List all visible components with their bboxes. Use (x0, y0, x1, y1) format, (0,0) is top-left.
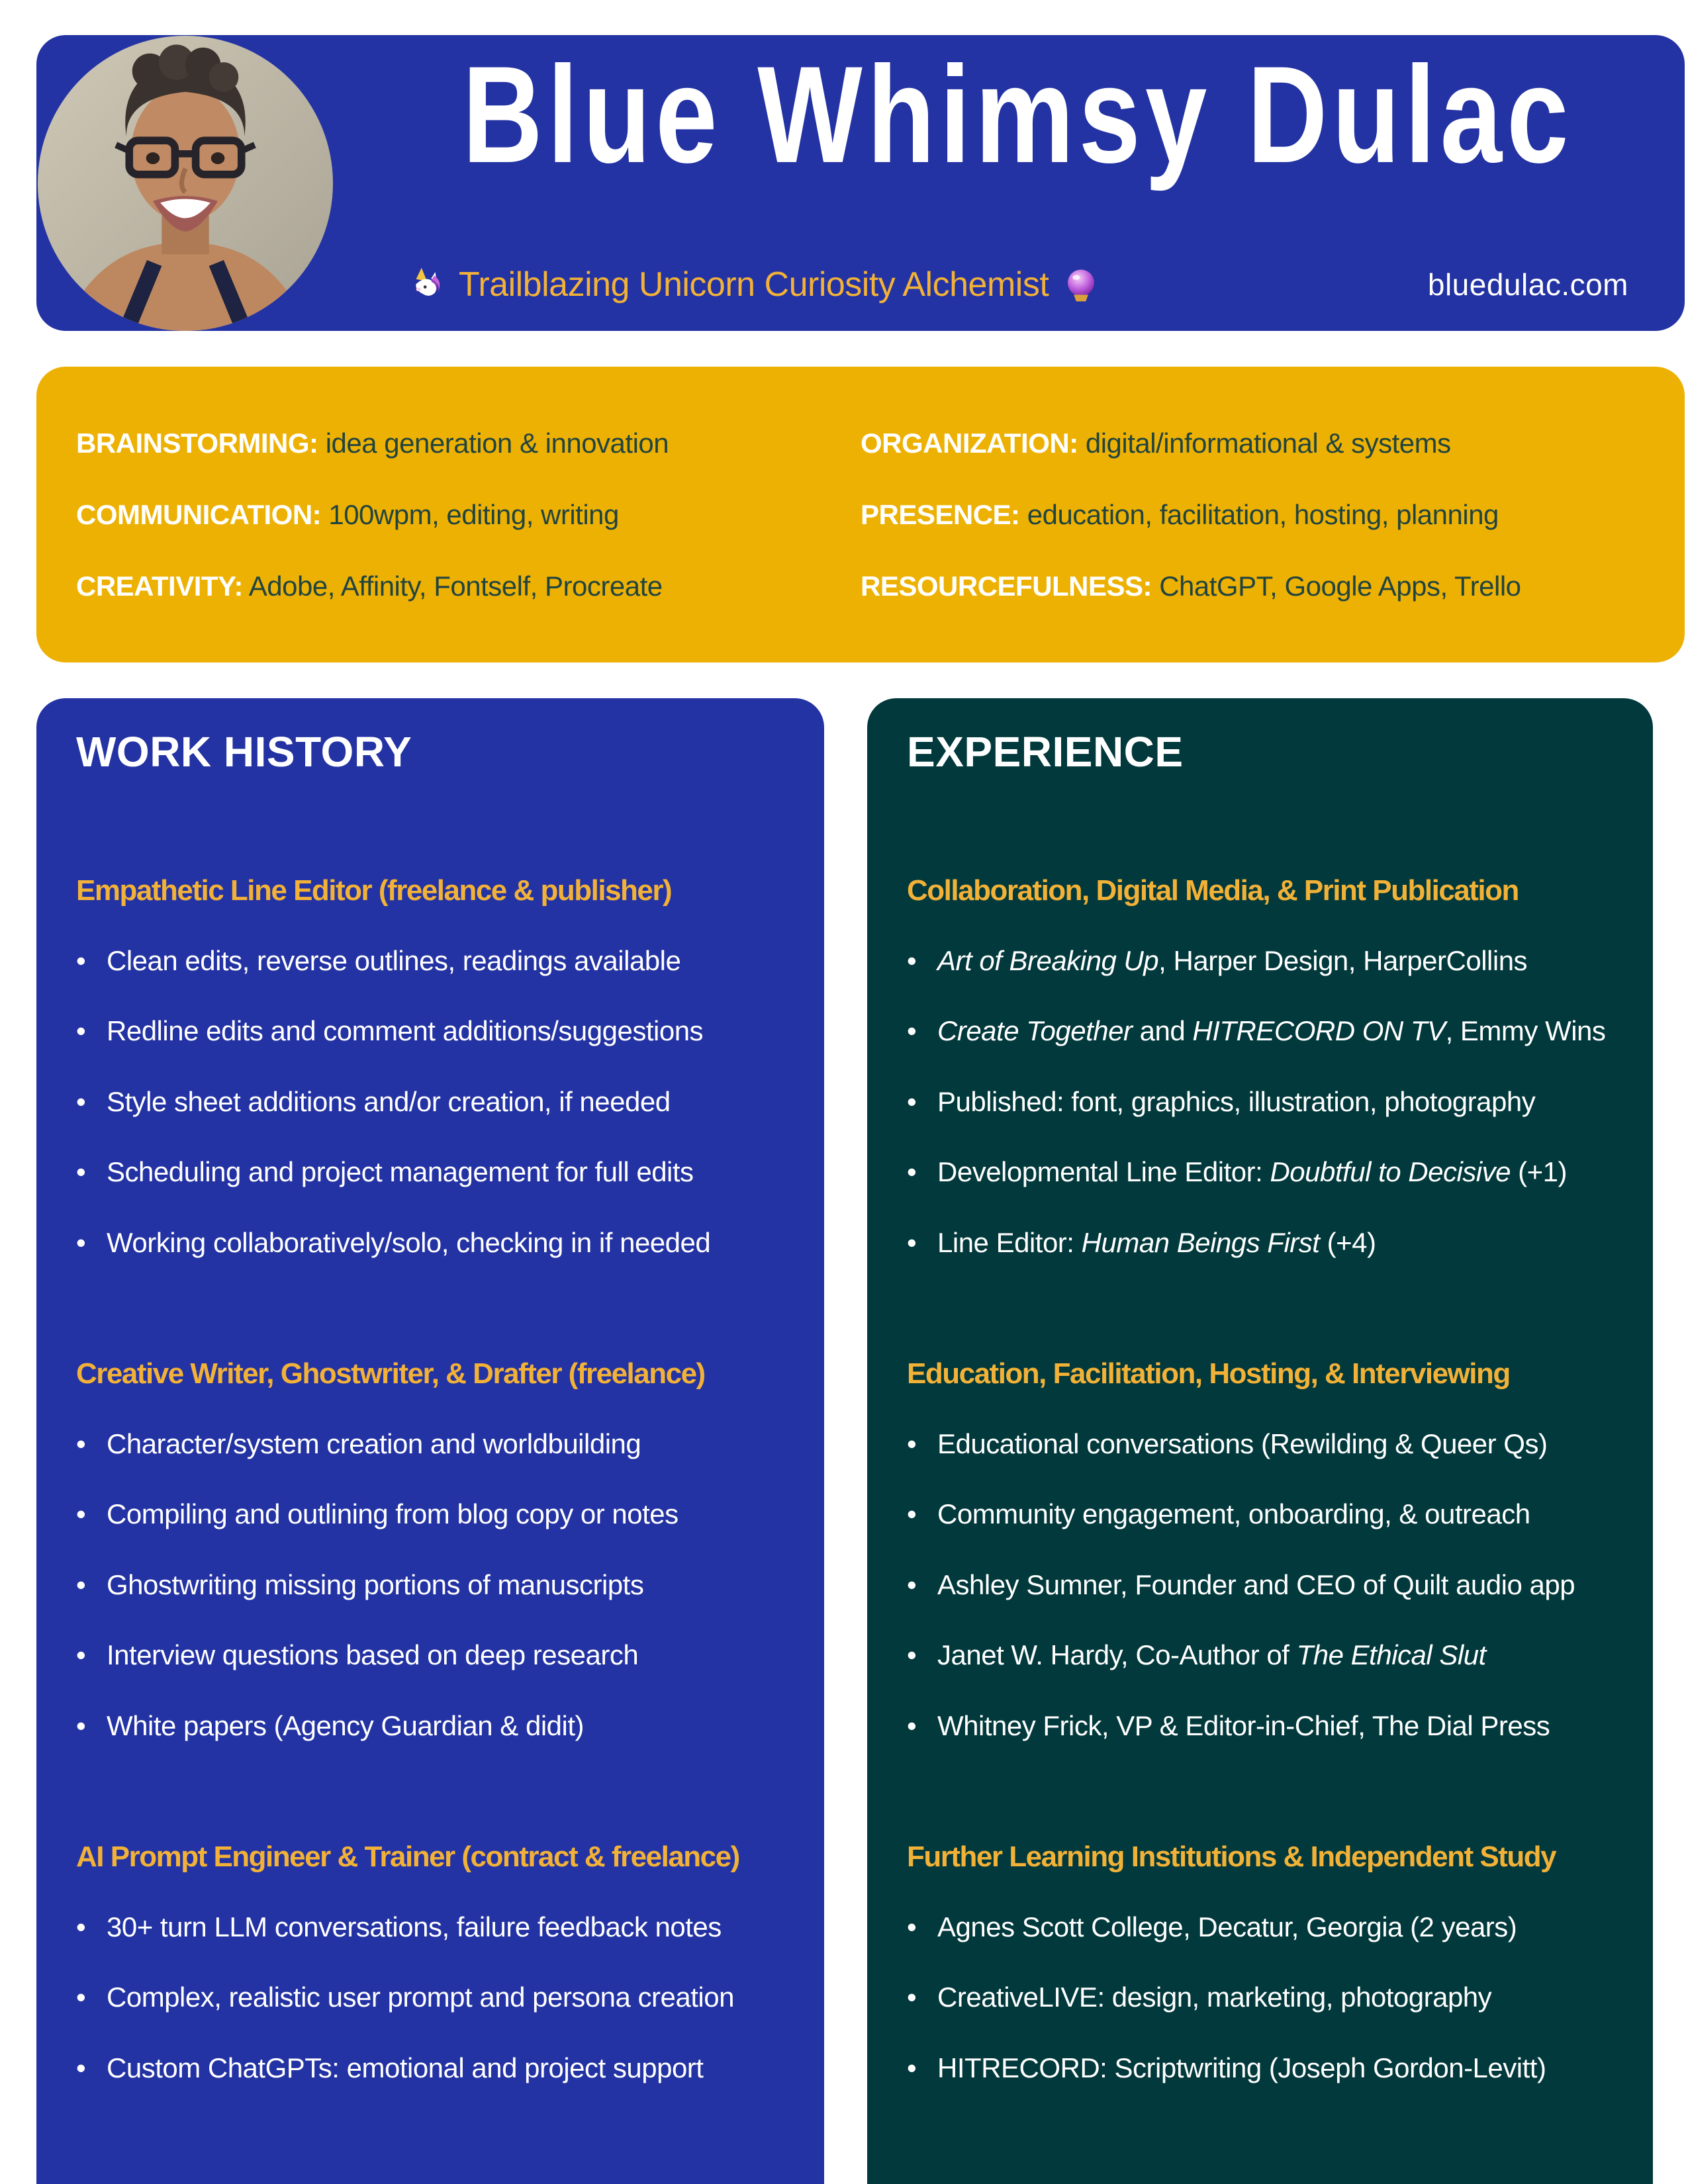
bullet-text: HITRECORD: Scriptwriting (Joseph Gordon-Levitt) (937, 2052, 1546, 2083)
bullet-dot: • (907, 1015, 917, 1047)
bullet-text: Developmental Line Editor: Doubtful to Decisive (+1) (937, 1156, 1568, 1188)
bullet-text: Janet W. Hardy, Co-Author of The Ethical Slut (937, 1639, 1486, 1671)
bullet-dot: • (76, 1085, 86, 1117)
bullet-text: Complex, realistic user prompt and persona creation (107, 1981, 734, 2013)
bullet-item (907, 1709, 1613, 1743)
skill-item (861, 428, 1645, 459)
skill-item (76, 499, 861, 531)
job-section (76, 874, 784, 1259)
bullet-dot: • (907, 1639, 917, 1671)
skill-item (861, 499, 1645, 531)
skill-label: COMMUNICATION: (76, 498, 322, 530)
bullet-item (907, 944, 1613, 978)
bullet-dot: • (76, 1569, 86, 1600)
skill-value: 100wpm, editing, writing (328, 498, 619, 530)
skill-label: RESOURCEFULNESS: (861, 570, 1152, 602)
bullet-dot: • (76, 1911, 86, 1942)
job-heading: Further Learning Institutions & Independent Study (907, 1840, 1556, 1873)
job-heading: Collaboration, Digital Media, & Print Publication (907, 874, 1519, 907)
bullet-dot: • (76, 1428, 86, 1459)
bullet-dot: • (907, 1709, 917, 1741)
skill-label: PRESENCE: (861, 498, 1020, 530)
bullet-item (76, 1498, 784, 1531)
bullet-text: 30+ turn LLM conversations, failure feedback notes (107, 1911, 722, 1942)
bullet-text: Style sheet additions and/or creation, if needed (107, 1085, 671, 1117)
bullet-text: Interview questions based on deep research (107, 1639, 639, 1671)
tagline (407, 265, 1100, 304)
bullet-item (76, 1156, 784, 1189)
bullet-text: Scheduling and project management for full edits (107, 1156, 694, 1188)
bullet-item (907, 1981, 1613, 2014)
bullet-item (76, 1015, 784, 1048)
skill-value: idea generation & innovation (325, 427, 669, 459)
bullet-item (76, 1085, 784, 1118)
bullet-text: Line Editor: Human Beings First (+4) (937, 1226, 1376, 1258)
skill-value: digital/informational & systems (1085, 427, 1451, 459)
bullet-item (907, 1015, 1613, 1048)
bullet-item (907, 1498, 1613, 1531)
experience-title: EXPERIENCE (907, 728, 1184, 776)
bullet-dot: • (76, 1226, 86, 1258)
skill-value: education, facilitation, hosting, planning (1027, 498, 1499, 530)
bullet-item (76, 1639, 784, 1672)
bullet-text: Ashley Sumner, Founder and CEO of Quilt audio app (937, 1569, 1575, 1600)
bullet-item (76, 1569, 784, 1602)
bullet-dot: • (76, 1709, 86, 1741)
bullet-text: Educational conversations (Rewilding & Queer Qs) (937, 1428, 1548, 1459)
bullet-dot: • (76, 1015, 86, 1047)
bullet-item (76, 2052, 784, 2085)
bullet-dot: • (907, 1911, 917, 1942)
tagline-text: Trailblazing Unicorn Curiosity Alchemist (459, 265, 1049, 304)
bullet-text: Compiling and outlining from blog copy or notes (107, 1498, 679, 1530)
bullet-dot: • (907, 1569, 917, 1600)
bullet-item (76, 1226, 784, 1259)
bullet-text: Community engagement, onboarding, & outreach (937, 1498, 1530, 1530)
skill-value: Adobe, Affinity, Fontself, Procreate (248, 570, 663, 602)
job-heading: Creative Writer, Ghostwriter, & Drafter (freelance) (76, 1357, 705, 1390)
skill-label: CREATIVITY: (76, 570, 243, 602)
job-section (907, 1841, 1613, 2085)
bullet-dot: • (76, 945, 86, 976)
bullet-text: Agnes Scott College, Decatur, Georgia (2 years) (937, 1911, 1517, 1942)
bullet-item (907, 1639, 1613, 1672)
bullet-dot: • (76, 2052, 86, 2083)
bullet-item (76, 1981, 784, 2014)
bullet-text: Custom ChatGPTs: emotional and project support (107, 2052, 704, 2083)
skill-item (861, 570, 1645, 602)
job-section (907, 874, 1613, 1259)
bullet-item (76, 1428, 784, 1461)
job-section (907, 1357, 1613, 1743)
bullet-item (907, 1226, 1613, 1259)
work-history-panel (36, 698, 824, 2184)
skills-column-left (76, 367, 861, 662)
experience-panel (867, 698, 1653, 2184)
bullet-dot: • (907, 1156, 917, 1188)
skills-column-right (861, 367, 1645, 662)
bullet-item (907, 2052, 1613, 2085)
work-history-title: WORK HISTORY (76, 728, 412, 776)
bullet-dot: • (907, 1428, 917, 1459)
skill-item (76, 570, 861, 602)
bullet-dot: • (907, 1498, 917, 1530)
bullet-dot: • (907, 945, 917, 976)
website-link[interactable]: bluedulac.com (1427, 267, 1628, 302)
bullet-text: Ghostwriting missing portions of manuscripts (107, 1569, 644, 1600)
crystal-ball-icon (1062, 265, 1100, 304)
bullet-text: Character/system creation and worldbuilding (107, 1428, 641, 1459)
job-heading: Empathetic Line Editor (freelance & publisher) (76, 874, 672, 907)
page-title: Blue Whimsy Dulac (462, 37, 1573, 192)
bullet-dot: • (907, 1226, 917, 1258)
bullet-text: Clean edits, reverse outlines, readings available (107, 945, 681, 976)
avatar (38, 36, 333, 331)
bullet-item (76, 944, 784, 978)
bullet-item (907, 1085, 1613, 1118)
skill-item (76, 428, 861, 459)
bullet-dot: • (76, 1981, 86, 2013)
bullet-item (907, 1156, 1613, 1189)
bullet-text: Create Together and HITRECORD ON TV, Emmy Wins (937, 1015, 1606, 1047)
skill-value: ChatGPT, Google Apps, Trello (1159, 570, 1521, 602)
bullet-text: Art of Breaking Up, Harper Design, HarperCollins (937, 945, 1528, 976)
bullet-text: Redline edits and comment additions/suggestions (107, 1015, 704, 1047)
bullet-text: CreativeLIVE: design, marketing, photography (937, 1981, 1492, 2013)
job-section (76, 1841, 784, 2085)
bullet-item (907, 1428, 1613, 1461)
skill-label: ORGANIZATION: (861, 427, 1078, 459)
bullet-item (76, 1911, 784, 1944)
bullet-item (907, 1569, 1613, 1602)
portrait-photo-illustration (38, 36, 333, 331)
bullet-text: Working collaboratively/solo, checking in if needed (107, 1226, 711, 1258)
bullet-text: Whitney Frick, VP & Editor-in-Chief, The Dial Press (937, 1709, 1550, 1741)
bullet-text: Published: font, graphics, illustration, photography (937, 1085, 1536, 1117)
bullet-item (907, 1911, 1613, 1944)
bullet-item (76, 1709, 784, 1743)
unicorn-icon (407, 265, 445, 304)
work-history-sections (76, 874, 784, 2085)
bullet-dot: • (76, 1156, 86, 1188)
bullet-text: White papers (Agency Guardian & didit) (107, 1709, 585, 1741)
bullet-dot: • (907, 1085, 917, 1117)
bullet-dot: • (76, 1639, 86, 1671)
job-section (76, 1357, 784, 1743)
job-heading: Education, Facilitation, Hosting, & Interviewing (907, 1357, 1510, 1390)
job-heading: AI Prompt Engineer & Trainer (contract & freelance) (76, 1840, 739, 1873)
bullet-dot: • (907, 1981, 917, 2013)
skills-panel (36, 367, 1685, 662)
bullet-dot: • (76, 1498, 86, 1530)
experience-sections (907, 874, 1613, 2085)
bullet-dot: • (907, 2052, 917, 2083)
skill-label: BRAINSTORMING: (76, 427, 318, 459)
